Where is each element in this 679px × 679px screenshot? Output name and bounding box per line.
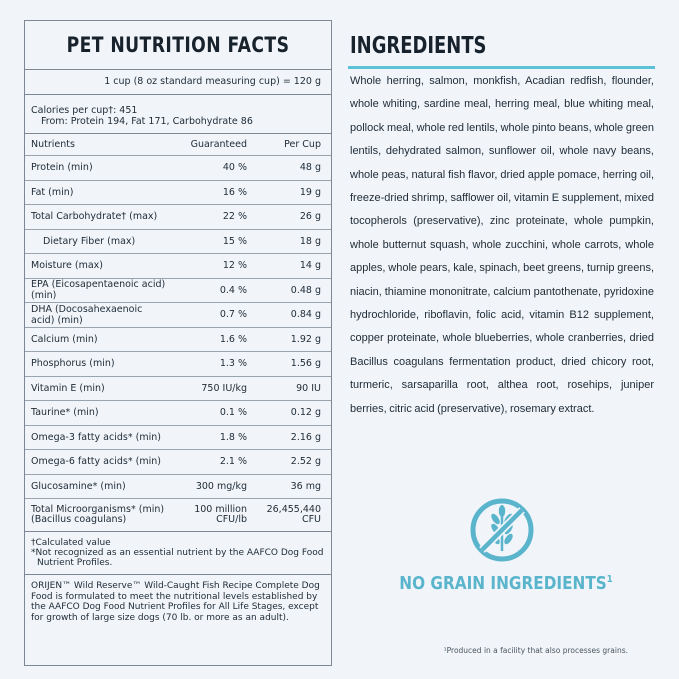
table-row [25, 425, 331, 450]
nutrient-name: Omega-6 fatty acids* (min) [31, 456, 161, 468]
micro-guaranteed-line1: 100 million [194, 504, 247, 515]
micro-per-cup-line1: 26,455,440 [266, 504, 321, 515]
calories-block [25, 95, 331, 133]
table-row [25, 253, 331, 278]
nutrient-name: Fat (min) [31, 186, 74, 198]
nutrient-name: Total Carbohydrate† (max) [31, 211, 158, 223]
nutrient-per-cup: 1.92 g [290, 333, 321, 345]
nutrient-guaranteed: 1.3 % [219, 358, 247, 370]
nutrient-guaranteed: 15 % [222, 235, 247, 247]
nutrient-table-header [25, 133, 331, 155]
micro-guaranteed-line2: CFU/lb [216, 514, 247, 525]
nutrient-per-cup: 26 g [299, 211, 321, 223]
nutrition-facts-panel [24, 20, 332, 666]
footnotes [25, 532, 331, 568]
nutrient-per-cup: 0.84 g [290, 309, 321, 321]
nutrient-guaranteed: 300 mg/kg [195, 480, 247, 492]
table-row [25, 376, 331, 401]
table-row [25, 278, 331, 303]
nutrient-per-cup: 48 g [299, 162, 321, 174]
micro-name-line1: Total Microorganisms* (min) [31, 504, 165, 515]
nutrient-name: DHA (Docosahexaenoic acid) (min) [31, 303, 143, 326]
calories-from: From: Protein 194, Fat 171, Carbohydrate 86 [41, 116, 253, 127]
nutrient-guaranteed: 12 % [222, 260, 247, 272]
ingredients-underline [348, 66, 655, 69]
nutrient-name: Glucosamine* (min) [31, 480, 126, 492]
nutrient-name [25, 505, 167, 525]
table-row [25, 302, 331, 327]
footnote-calculated: †Calculated value [31, 538, 111, 548]
header-nutrient: Nutrients [31, 139, 75, 150]
table-row [25, 327, 331, 352]
nutrient-per-cup: 36 mg [290, 480, 321, 492]
nutrient-guaranteed: 0.4 % [219, 284, 247, 296]
nutrient-name: Calcium (min) [31, 333, 98, 345]
nutrient-per-cup: 18 g [299, 235, 321, 247]
no-grain-icon [469, 497, 535, 563]
nutrient-per-cup: 2.16 g [290, 431, 321, 443]
no-grain-label-text: NO GRAIN INGREDIENTS [399, 573, 607, 594]
nutrient-per-cup: 0.48 g [290, 284, 321, 296]
micro-name-line2: (Bacillus coagulans) [31, 514, 127, 525]
nutrient-guaranteed: 40 % [222, 162, 247, 174]
nutrient-guaranteed: 16 % [222, 186, 247, 198]
nutrient-guaranteed [167, 505, 251, 525]
serving-size: 1 cup (8 oz standard measuring cup) = 120 g [25, 69, 331, 95]
nutrient-guaranteed: 1.6 % [219, 333, 247, 345]
ingredients-text: Whole herring, salmon, monkfish, Acadian redfish, flounder, whole whiting, sardine meal, herring meal, blue whiting meal, pollock meal, whole red lentils, whole pinto beans, whole green lentils, dehydrated salmon, sunflower oil, whole navy beans, whole peas, natural fish flavor, dried apple pomace, herring oil, freeze-dried shrimp, safflower oil, vitamin E supplement, mixed tocopherols (preservative), zinc proteinate, whole pumpkin, whole butternut squash, whole zucchini, whole carrots, whole apples, whole pears, kale, spinach, beet greens, turnip greens, niacin, thiamine mononitrate, calcium pantothenate, pyridoxine hydrochloride, riboflavin, folic acid, vitamin B12 supplement, copper proteinate, whole blueberries, whole cranberries, dried Bacillus coagulans fermentation product, dried chicory root, turmeric, sarsaparilla root, althea root, rosehips, juniper berries, citric acid (preservative), rosemary extract. [350, 75, 654, 415]
nutrient-name: EPA (Eicosapentaenoic acid) (min) [31, 279, 166, 302]
header-per-cup: Per Cup [284, 139, 321, 150]
nutrient-per-cup: 2.52 g [290, 456, 321, 468]
table-row [25, 155, 331, 180]
nutrient-guaranteed: 2.1 % [219, 456, 247, 468]
table-row [25, 180, 331, 205]
table-row-microorganisms [25, 498, 331, 532]
nutrient-name: Omega-3 fatty acids* (min) [31, 431, 161, 443]
nutrient-guaranteed: 0.1 % [219, 407, 247, 419]
nutrient-per-cup: 90 IU [296, 382, 321, 394]
nutrient-guaranteed: 22 % [222, 211, 247, 223]
nutrient-guaranteed: 0.7 % [219, 309, 247, 321]
facility-note: ¹Produced in a facility that also processes grains. [443, 646, 628, 655]
nutrient-name: Vitamin E (min) [31, 382, 105, 394]
no-grain-label [390, 573, 621, 594]
nutrient-per-cup: 14 g [299, 260, 321, 272]
ingredients-title: INGREDIENTS [350, 33, 487, 59]
nutrition-facts-title: PET NUTRITION FACTS [66, 33, 290, 57]
nutrient-per-cup [251, 505, 331, 525]
nutrient-per-cup: 1.56 g [290, 358, 321, 370]
nutrient-name: Phosphorus (min) [31, 358, 115, 370]
footnote-aafco-cont: Nutrient Profiles. [37, 558, 113, 568]
calories-line: Calories per cup†: 451 [31, 105, 138, 116]
nutrient-name: Dietary Fiber (max) [43, 235, 136, 247]
micro-per-cup-line2: CFU [301, 514, 321, 525]
table-row [25, 400, 331, 425]
nutrient-name: Moisture (max) [31, 260, 104, 272]
no-grain-superscript: 1 [606, 574, 613, 585]
table-row [25, 229, 331, 254]
table-row [25, 474, 331, 499]
nutrient-name: Taurine* (min) [31, 407, 99, 419]
nutrient-per-cup: 0.12 g [290, 407, 321, 419]
nutrient-name: Protein (min) [31, 162, 93, 174]
nutrient-per-cup: 19 g [299, 186, 321, 198]
header-guaranteed: Guaranteed [190, 139, 247, 150]
nutrient-guaranteed: 1.8 % [219, 431, 247, 443]
table-row [25, 449, 331, 474]
table-row [25, 204, 331, 229]
aafco-statement: ORIJEN™ Wild Reserve™ Wild-Caught Fish Recipe Complete Dog Food is formulated to meet the nutritional levels established by the AAFCO Dog Food Nutrient Profiles for All Life Stages, except for growth of large size dogs (70 lb. or more as an adult). [25, 574, 331, 629]
footnote-aafco: *Not recognized as an essential nutrient by the AAFCO Dog Food [31, 548, 324, 558]
table-row [25, 351, 331, 376]
nutrient-guaranteed: 750 IU/kg [201, 382, 247, 394]
